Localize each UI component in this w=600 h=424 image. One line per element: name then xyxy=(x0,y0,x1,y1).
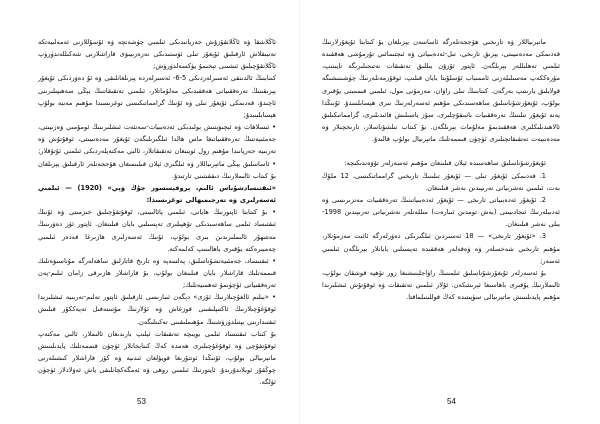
right-list-item: 1. قەدىمكى ئۇيغۇر تىلى — ئۇيغۇر تىلىنىڭ تارىخىي گرامماتىكىسى، 12 ملۇڭ بەت، ئىلمىي نەشرىياتى تەرىپىدىن نەشر قىلىنغان. xyxy=(322,171,560,192)
right-list-item: 2. ئۇيغۇر ئەدەبىياتى تارىخى — ئۇيغۇر ئەدەبىياتىنىڭ تەرەققىيات مەنزىرىسى ۋە ئەدىبلەرنىڭ ئىجادىيىتى (بەش تومدىن ئىبارەت) مىللەتلەر نەشرىياتى تەرىپىدىن 1998-يىلى نەشر قىلىنغان. xyxy=(322,195,560,229)
left-paragraph: • ئىسلاھات ۋە ئېچىۋېتىش يولىدىكى ئەدەبىيات-سەنئەت ئىشلىرىنىڭ ئومۇمىي ۋەزىيىتى، جەمئىيەتنىڭ تەرەققىياتىغا ماس ھالدا ئىلگىرىلىگەن ئۇيغۇر مەدەنىيىتى، ئوقۇتۇش ۋە تەربىيە جەريانىدا مۇھىم رول ئوينىغان تەتقىقاتلار، ئالىي مەكتەپلەردىكى ئىلمىي ئۇتۇقلار; xyxy=(38,123,276,156)
paragraph-gap xyxy=(322,145,560,157)
right-paragraph: ماتېرىياللار ۋە تارىخىي ھۆججەتلەرگە ئاساسەن يېزىلغان بۇ كىتابتا ئۇيغۇرلارنىڭ قەدىمكى مەدەنىيىتى، يېزىق تارىخى، تىل-ئەدەبىياتى ۋە ئىجتىمائىي تۇرمۇشى ھەققىدە ئىلمىي تەھلىللەر بېرىلگەن. ئاپتور ئۇزۇن يىللىق تەتقىقات نەتىجىلىرىگە تايىنىپ، مۇرەككەپ مەسىلىلەرنى ئاممىباب ئۇسلۇبتا بايان قىلىپ، ئوقۇرمەنلەرنىڭ چۈشىنىشىگە قولايلىق يارىتىپ بەرگەن. كىتابنىڭ تىلى راۋان، مەزمۇنى مول، ئىلمىي قىممىتى يۇقىرى بولۇپ، ئۇيغۇرشۇناسلىق ساھەسىدىكى مۇھىم ئەسەرلەرنىڭ بىرى ھېسابلىنىدۇ. ئۇنىڭدا يەنە ئۇيغۇر تىلىنىڭ تەرەققىيات باسقۇچلىرى، سۆز ياسىلىش قائىدىلىرى، گرامماتىكىلىق ئالاھىدىلىكلىرى ھەققىدىمۇ مەلۇمات بېرىلگەن. بۇ كىتاب تىلشۇناسلار، تارىخچىلار ۋە مەدەنىيەت تەتقىقاتچىلىرى ئۈچۈن قىممەتلىك ماتېرىيال بولۇپ قالىدۇ. xyxy=(322,38,560,144)
right-page-text xyxy=(322,36,560,303)
left-paragraph: ئاڭلاشقا ۋە ئاڭلاتقۇزۇش جەريانىدىكى ئىلمىي چۈشەنچە ۋە ئۇسۇللارنى ئەمەلىيەتكە تەتبىقلاش ئارقىلىق ئۇيغۇر تىلى ئۈستىدىكى نەزەرىيىۋى قاراشلارنى شەكىللەندۈرۈپ ئاڭلاتقۇچىلىق ئىشىنى تېخىمۇ يۈكسەلدۈرۈش; xyxy=(38,38,276,71)
right-paragraph: بۇ ئەسەرلەر ئۇيغۇرشۇناسلىق ئىلمىنىڭ راۋاجلىنىشىغا زور تۆھپە قوشقان بولۇپ، ئالىملارنىڭ يۇقىرى باھاسىغا ئېرىشكەن. ئۇلار ئىلمىي تەتقىقات ۋە ئوقۇتۇش ئىشلىرىدا مۇھىم پايدىلىنىش ماتېرىيالى سۈپىتىدە كەڭ قوللىنىلماقتا. xyxy=(322,268,560,302)
left-paragraph-heading: «ئىقتىسادشۇناس ئالىم، پروفېسسور جۇڭ ۋېي» (1920) — ئىلمىي ئەسەرلىرى ۋە تەرجىمىھالى توغرىسىدا: xyxy=(38,183,276,205)
right-page xyxy=(300,0,600,424)
left-paragraph: بۇ كىتاب ئىقتىساد ئىلمى بويىچە تەتقىقات ئېلىپ بارىدىغان ئالىملار، ئالىي مەكتەپ ئوقۇتقۇچى ۋە ئوقۇغۇچىلىرى ھەمدە كەڭ كىتابخانلار ئۈچۈن قىممەتلىك پايدىلىنىش ماتېرىيالى بولۇپ، ئۇنىڭدا ئوتتۇرىغا قويۇلغان ئىدىيە ۋە كۆز قاراشلار كىشىلەرنى چوڭقۇر ئويلاندۇرىدۇ. ئاپتورنىڭ ئىلمىي روھى ۋە ئەمگەكچانلىقى ياش ئەۋلادلار ئۈچۈن ئۈلگە. xyxy=(38,329,276,387)
left-page-text xyxy=(38,36,276,389)
left-paragraph: كىتابنىڭ ئالدىنقى ئەسىرلەردىكى 5-6- ئەسىرلەردە يېزىلغانلىقى ۋە ئۇ دەۋردىكى ئۇيغۇر يېزىقىنىڭ تەرەققىياتى ھەققىدىكى مەلۇماتلار، ئىلمىي تەتقىقاتنىڭ يېڭى سەھىپىلىرىنى ئاچىدۇ، قەدىمكى ئۇيغۇر تىلى ۋە ئۇنىڭ گرامماتىكىسى توغرىسىدا مۇھىم مەنبە بولۇپ ھېسابلىنىدۇ; xyxy=(38,74,276,119)
right-list-item: 3. «ئۇيغۇر تارىخى» — 18 ئەسىردىن ئىلگىرىكى دەۋرلەرگە ئائىت مەزمۇنلار، مۇھىم تارىخىي شەخسلەر ۋە ۋەقەلەر ھەققىدە تەپسىلىي بايانلار بېرىلگەن ئىلمىي ئەسەر; xyxy=(322,232,560,265)
page-number: 53 xyxy=(137,397,146,406)
left-paragraph: • ئىقتىساد، جەمئىيەتشۇناسلىق، پەلسەپە ۋە تارىخ قاتارلىق ساھەلەرگە مۇناسىۋەتلىك قىممەتلىك قاراشلار بايان قىلىنغان بولۇپ، بۇ قاراشلار ھازىرقى زامان ئىلىم-پەن تەرەققىياتى ئۈچۈنمۇ ئەھمىيەتلىك; xyxy=(38,256,276,290)
right-paragraph: ئۇيغۇرشۇناسلىق ساھەسىدە ئېلان قىلىنغان مۇھىم ئەسەرلەر تۆۋەندىكىچە: xyxy=(344,159,546,168)
left-paragraph: • بۇ كىتابتا ئاپتورنىڭ ھاياتى، ئىلمىي پائالىيىتى، ئوقۇتقۇچىلىق خىزمىتى ۋە ئۇنىڭ ئىقتىساد ئىلمى ساھەسىدىكى تۆھپىلىرى تەپسىلىي بايان قىلىنغان. ئاپتور ئۆز دەۋرىنىڭ مەشھۇر ئالىملىرىدىن بىرى بولۇپ، ئۇنىڭ ئەسەرلىرى ھازىرغا قەدەر ئىلمىي چەمبىرەكتە يۇقىرى باھالىنىپ كەلمەكتە. xyxy=(38,208,276,253)
page-number: 54 xyxy=(447,397,456,406)
left-paragraph: • «بىلىم ئالغۇچىلارنىڭ ئۆزى» دېگەن ئىبارىسى ئارقىلىق ئاپتور تەلىم-تەربىيە ئىشلىرىدا ئوقۇغۇچىلارنىڭ ئاكتىپلىقىنى قوزغاش ۋە ئۇلارنىڭ مۇستەقىل تەپەككۇر قىلىش ئىقتىدارىنى يېتىلدۈرۈشنىڭ مۇھىملىقىنى تەكىتلىگەن. xyxy=(38,293,276,326)
left-paragraph: • ئاساسلىق يېڭى ماتېرىياللار ۋە ئىلگىرى ئېلان قىلىنمىغان ھۆججەتلەر ئارقىلىق يېزىلغان بۇ كىتاب ئالىملارنىڭ دىققىتىنى تارتىدۇ. xyxy=(37,159,276,180)
